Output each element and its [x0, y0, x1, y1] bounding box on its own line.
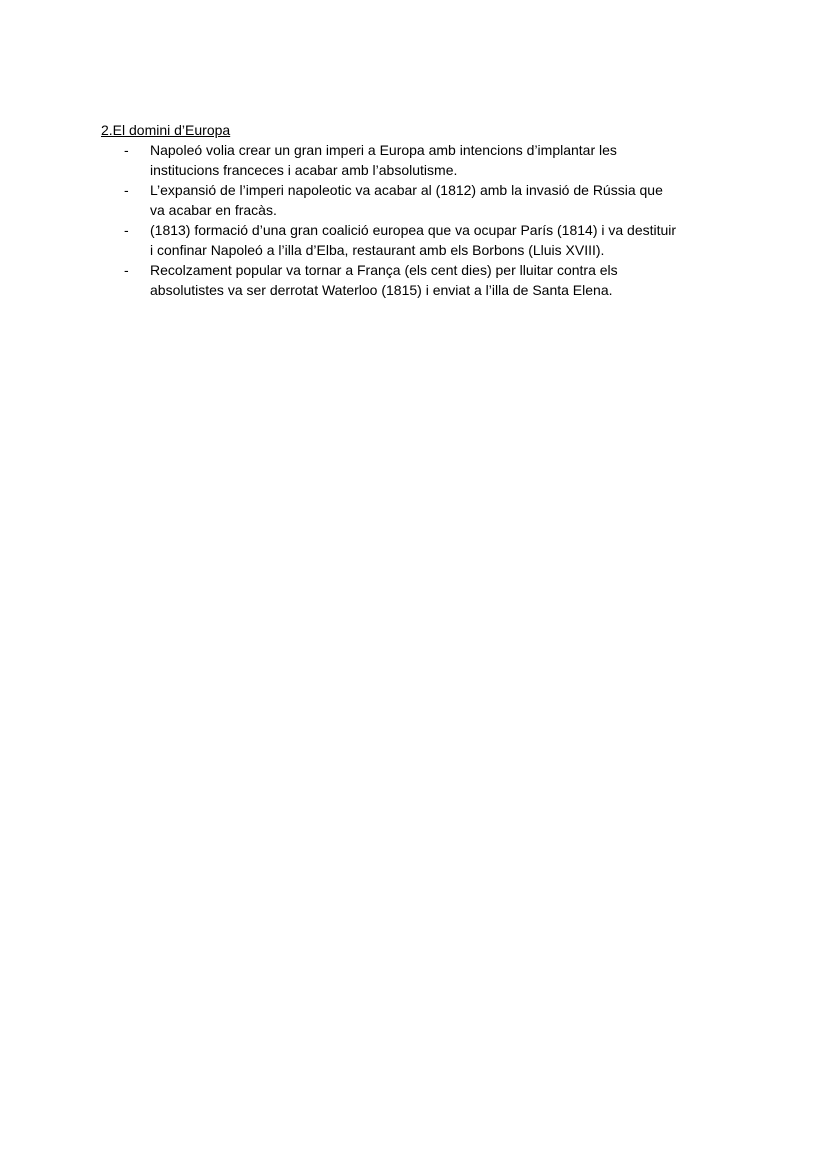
bullet-text-line: Recolzament popular va tornar a França (els cent dies) per lluitar contra els [150, 262, 618, 278]
list-item [101, 180, 741, 220]
bullet-text-line: va acabar en fracàs. [150, 202, 277, 218]
document-content [101, 120, 741, 300]
bullet-text-line: institucions franceces i acabar amb l’absolutisme. [150, 162, 458, 178]
section-heading: 2.El domini d’Europa [101, 122, 231, 138]
list-item [101, 140, 741, 180]
bullet-list [101, 140, 741, 300]
bullet-text-line: absolutistes va ser derrotat Waterloo (1815) i enviat a l’illa de Santa Elena. [150, 282, 613, 298]
bullet-text-line: L’expansió de l’imperi napoleotic va acabar al (1812) amb la invasió de Rússia que [150, 182, 663, 198]
list-item [101, 220, 741, 260]
bullet-dash: - [124, 222, 129, 238]
bullet-text-line: i confinar Napoleó a l’illa d’Elba, restaurant amb els Borbons (Lluis XVIII). [150, 242, 605, 258]
bullet-text-line: (1813) formació d’una gran coalició europea que va ocupar París (1814) i va destituir [150, 222, 677, 238]
bullet-text-line: Napoleó volia crear un gran imperi a Europa amb intencions d’implantar les [150, 142, 617, 158]
bullet-dash: - [124, 142, 129, 158]
bullet-dash: - [124, 182, 129, 198]
list-item [101, 260, 741, 300]
bullet-dash: - [124, 262, 129, 278]
